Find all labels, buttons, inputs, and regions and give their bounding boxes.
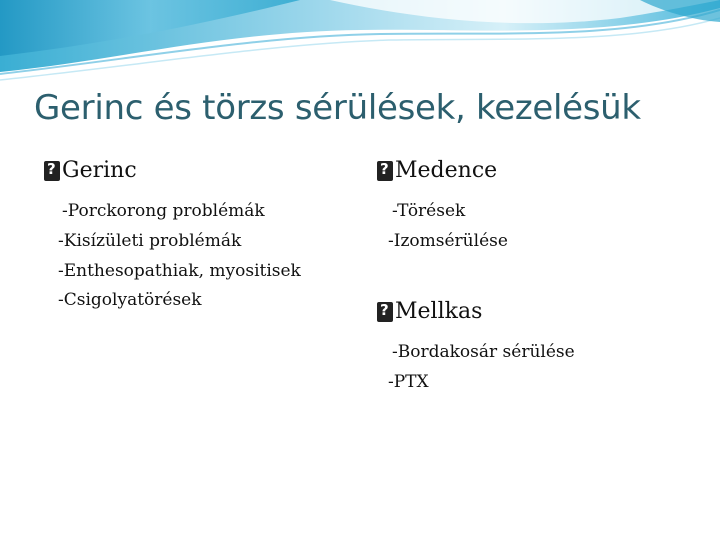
header-wave-banner <box>0 0 720 90</box>
missing-glyph-box-icon <box>377 161 393 181</box>
list-item: -PTX <box>388 372 429 392</box>
heading-medence-label: Medence <box>395 158 498 183</box>
heading-mellkas <box>377 299 482 324</box>
missing-glyph-box-icon <box>377 302 393 322</box>
list-item: -Porckorong problémák <box>62 201 265 221</box>
list-item: -Törések <box>392 201 466 221</box>
list-item: -Csigolyatörések <box>58 290 202 310</box>
heading-medence <box>377 158 497 183</box>
heading-gerinc-label: Gerinc <box>62 158 137 183</box>
heading-mellkas-label: Mellkas <box>395 299 483 324</box>
list-item: -Kisízületi problémák <box>58 231 242 251</box>
list-item: -Izomsérülése <box>388 231 508 251</box>
slide-title: Gerinc és törzs sérülések, kezelésük <box>34 88 641 128</box>
heading-gerinc <box>44 158 137 183</box>
missing-glyph-box-icon <box>44 161 60 181</box>
list-item: -Bordakosár sérülése <box>392 342 575 362</box>
list-item: -Enthesopathiak, myositisek <box>58 261 301 281</box>
